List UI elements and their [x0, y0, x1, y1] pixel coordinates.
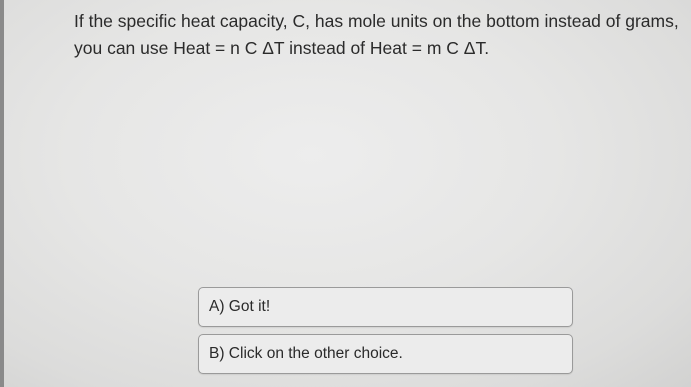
- choice-b-label: B) Click on the other choice.: [209, 345, 403, 362]
- question-line-2: you can use Heat = n C ΔT instead of Heat = m C ΔT.: [74, 38, 490, 58]
- question-text: [74, 8, 686, 62]
- photo-left-edge: [0, 0, 4, 387]
- choice-a-button[interactable]: [198, 287, 573, 327]
- question-line-1: If the specific heat capacity, C, has mole units on the bottom instead of grams,: [74, 11, 679, 31]
- choice-a-label: A) Got it!: [209, 298, 271, 315]
- choice-b-button[interactable]: [198, 334, 573, 374]
